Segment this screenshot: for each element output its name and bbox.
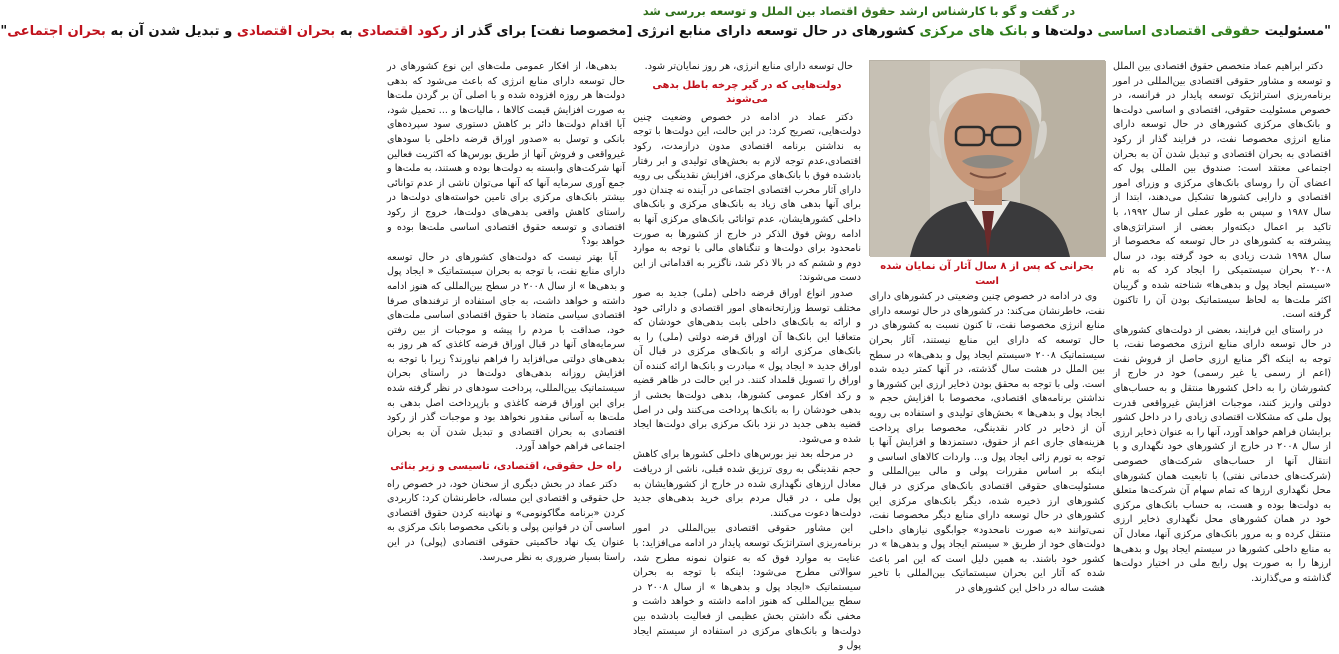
paragraph: در مرحله بعد نیز بورس‌های داخلی کشورها برای کاهش حجم نقدینگی به روی ترزیق شده قبلی، ناشی از دریافت معادل ارزهای نگهداری شده در خارج از کشورهایشان به پول ملی ، در قبال مردم برای خرید بدهی‌های جدید دولت‌ها دعوت می‌کنند. bbox=[633, 449, 861, 519]
column-2 bbox=[869, 60, 1105, 600]
headline-part: کشورهای در حال توسعه دارای منابع انرژی [مخصوصا نفت] برای گذر از bbox=[447, 24, 920, 39]
article-kicker: در گفت و گو با کارشناس ارشد حقوق اقتصاد بین الملل و توسعه بررسی شد bbox=[642, 4, 1076, 18]
headline-part: " bbox=[0, 24, 8, 39]
column-4 bbox=[387, 60, 625, 600]
article-headline bbox=[0, 22, 1331, 41]
headline-highlight-green: حقوقی اقتصادی اساسی bbox=[1097, 24, 1260, 39]
headline-part: دولت‌ها و bbox=[1027, 24, 1098, 39]
photo-caption: بحرانی که پس از ۸ سال آثار آن نمایان شده است bbox=[880, 261, 1094, 287]
paragraph: در راستای این فرایند، بعضی از دولت‌های کشورهای در حال توسعه دارای منابع انرژی مخصوصا نفت، با توجه به اینکه اگر منابع ارزی حاصل از فروش نفت (اعم از رسمی یا غیر رسمی) خود در خارج از کشورشان را به داخل کشورها منتقل و به حساب‌های دولتی واریز کنند، موجبات افزایش غیرواقعی قدرت پول ملی که مشکلات اقتصادی زیادی را در داخل کشور برایشان فراهم خواهد آورد، آنها را به عنوان ذخایر ارزی از سال ۲۰۰۸ در خارج از کشورهای خود نگهداری و با انتقال آنها از حساب‌های شرکت‌های خصوصی (شرکت‌های خدماتی نفتی) با تابعیت همان کشورهای محل نگهداری ارزها که تمام سهام آن شرکت‌ها متعلق به دولت‌ها بوده و هست، به حساب بانک‌های مرکزی خود در همان کشورهای محل نگهداری ذخایر ارزی منتقل کرده و به مرور بانک‌های مرکزی آنها، معادل آن به منابع داخلی کشورها در سیستم ایجاد پول و بدهی‌ها ارزها را به صورت پول رایج ملی در اختیار دولت‌ها گذاشته و می‌گذارند. bbox=[1113, 324, 1331, 584]
column-3 bbox=[633, 60, 861, 652]
paragraph: دکتر ابراهیم عماد متخصص حقوق اقتصادی بین الملل و توسعه و مشاور حقوقی اقتصادی بین‌المللی در امور برنامه‌ریزی استراتژیک توسعه پایدار در فرانسه، در خصوص مسئولیت حقوقی، اقتصادی و اساسی دولت‌ها و بانک‌های مرکزی کشورهای در حال توسعه دارای منابع انرژی مخصوصا نفت، در فرایند گذار از رکود اقتصادی به بحران اقتصادی و تبدیل شدن آن به بحران اجتماعی معتقد است: صندوق بین المللی پول که اعضای آن را روسای بانک‌های مرکزی و وزرای امور اقتصادی و دارایی کشورها تشکیل می‌دهند، ابتدا از سال ۱۹۸۷ و سپس به طور عملی از سال ۱۹۹۲، با تاکید بر اعمال دیکته‌وار بعضی از استراتژی‌های پیشرفته به کشورهای در حال توسعه که مخصوصا از سال ۱۹۹۸ شدت زیادی به خود گرفته بود، در سال ۲۰۰۸ بحران سیستمیکی را ایجاد کرد که به نام «سیستم ایجاد پول و بدهی‌ها» شناخته شده و گریبان اکثر ملت‌ها به لحاظ سیستماتیک بودن آن را تاکنون گرفته است. bbox=[1113, 61, 1332, 321]
paragraph: این مشاور حقوقی اقتصادی بین‌المللی در امور برنامه‌ریزی استراتژیک توسعه پایدار در ادامه می‌افزاید: با عنایت به موارد فوق که به عنوان نمونه مطرح شد، سوالاتی مطرح می‌شود: اینکه با توجه به بحران سیستماتیک «ایجاد پول و بدهی‌ها » از سال ۲۰۰۸ در سطح بین‌المللی که هنوز ادامه داشته و خواهد داشت و مخفی نگه داشتن بخش عظیمی از فعالیت بادشده بین دولت‌ها و بانک‌های مرکزی در استفاده از سیستم ایجاد پول و bbox=[633, 523, 861, 652]
paragraph: دکتر عماد در ادامه در خصوص وضعیت چنین دولت‌هایی، تصریح کرد: در این حالت، این دولت‌ها با توجه به نداشتن برنامه اقتصادی مدون درازمدت، رکود اقتصادی،عدم توجه لازم به بخش‌های تولیدی و ابر رفتار بادشده فوق با بانک‌های مرکزی، افزایش نقدینگی بی رویه دارای آثار مخرب اقتصادی اجتماعی در آینده نه چندان دور برای آنها بدهی های زیاد به بانک‌های مرکزی و بانک‌های داخلی کشورهایشان، عدم توانائی بانک‌های مرکزی آنها به ادامه روش فوق الذکر در خارج از کشورها به صورت نامحدود برای دولت‌ها و تنگناهای مالی با توجه به موارد دوم و ششم که در بالا ذکر شد، ناگزیر به اقداماتی از این دست می‌شوند: bbox=[633, 111, 861, 284]
paragraph: آیا بهتر نیست که دولت‌های کشورهای در حال توسعه دارای منابع نفت، با توجه به بحران سیستماتیک « ایجاد پول و بدهی‌ها » از سال ۲۰۰۸ در سطح بین‌المللی که هنوز ادامه داشته و خواهد داشت، به جای استفاده از ترفندهای صرفا اقتصادی سیاسی متضاد با حقوق اقتصادی اساسی ملت‌های خود، صداقت با مردم را پیشه و موجبات از بین رفتن سرمایه‌های آنها در قبال اوراق قرضه کاغذی که هر روز به بدهی‌های دولتی می‌افزاید را فراهم نیاورند؟ زیرا با توجه به افزایش روزانه بدهی‌های دولت‌ها در راستای بحران سیستماتیک بین‌المللی، پرداخت سودهای در نظر گرفته شده برای این اوراق قرضه کاغذی و بازپرداخت اصل بدهی به ملت‌ها به آسانی مقدور نخواهد بود و موجبات گذر از رکود اقتصادی به بحران اقتصادی و تبدیل شدن آن به بحران اجتماعی فراهم خواهد آورد. bbox=[387, 251, 626, 453]
paragraph: دکتر عماد در بخش دیگری از سخنان خود، در خصوص راه حل حقوقی و اقتصادی این مساله، خاطرنشان کرد: کاربردی کردن «برنامه مگاکونومی» و نهادینه کردن حقوق اقتصادی اساسی آن در قوانین پولی و بانکی مخصوصا بانک مرکزی به عنوان یک نهاد حاکمیتی حقوقی اقتصادی (پولی) در این راستا بسیار ضروری به نظر می‌رسد. bbox=[387, 478, 625, 563]
section-subhead: دولت‌هایی که در گیر چرخه باطل بدهی می‌شوند bbox=[652, 79, 842, 106]
portrait-illustration bbox=[870, 61, 1106, 257]
column-1 bbox=[1113, 60, 1331, 600]
portrait-photo bbox=[869, 60, 1105, 256]
paragraph: بدهی‌ها، از افکار عمومی ملت‌های این نوع کشورهای در حال توسعه دارای منابع انرژی که باعث می‌شود که بدهی دولت‌ها هر روزه افزوده شده و با اصلی آن بر گردن ملت‌ها به صورت افزایش قیمت کالاها ، مالیات‌ها و ... تحمیل شود، آیا اقدام دولت‌ها دائر بر کاهش دستوری سود سپرده‌های بانکی و توسل به «صدور اوراق قرضه داخلی با سودهای غیرواقعی و فروش آنها از طریق بورس‌ها که اکثریت فعالین آنها شرکت‌های وابسته به دولت‌ها بوده و هستند، به ملت‌ها و جمع آوری سرمایه آنها که آنها می‌توان ناشی از عدم توانائی بیشتر بانک‌های مرکزی برای تامین خواسته‌های دولت‌ها در راستای کاهش واقعی بدهی‌های دولت‌ها، خروج از رکود اقتصادی و توسعه حقوق اقتصادی اساسی ملت‌ها بوده و خواهد بود؟ bbox=[387, 61, 625, 248]
section-subhead: راه حل حقوقی، اقتصادی، تاسیسی و زیر بنائی bbox=[390, 461, 622, 473]
article-body bbox=[387, 60, 1332, 652]
headline-highlight-red: بحران اجتماعی bbox=[7, 24, 106, 39]
headline-part: به bbox=[335, 24, 358, 39]
headline-part: و تبدیل شدن آن به bbox=[105, 24, 237, 39]
paragraph: وی در ادامه در خصوص چنین وضعیتی در کشورهای دارای نفت، خاطرنشان می‌کند: در کشورهای در حال توسعه دارای منابع انرژی مخصوصا نفت، تا کنون نسبت به کشورهای در حال توسعه که دارای این منابع نیستند، آثار بحران سیستماتیک ۲۰۰۸ «سیستم ایجاد پول و بدهی‌ها» در سطح بین الملل در هشت سال گذشته، در آنها کمتر دیده شده است. ولی با توجه به محقق بودن ذخایر ارزی این کشورها و نداشتن برنامه‌های اقتصادی، مخصوصا با افزایش حجم « ایجاد پول و بدهی‌ها » بخش‌های تولیدی و استفاده بی رویه آن از ذخایر در کادر نقدینگی، مخصوصا برای پرداخت هزینه‌های جاری اعم از حقوق، دستمزدها و افزایش آنها با توجه به تورم زائی ایجاد پول و... واردات کالاهای اساسی و اینکه بر اساس مقررات پولی و مالی بین‌المللی و مسئولیت‌های حقوقی اقتصادی بانک‌های مرکزی در قبال کشورهای ارز ذخیره شده، دیگر بانک‌های مرکزی این کشورهای در حال توسعه دارای منابع دیگر مخصوصا نفت، نمی‌توانند «به صورت نامحدود» جوابگوی نیازهای داخلی دولت‌های خود از طریق « سیستم ایجاد پول و بدهی‌ها » در کشور خود باشند. به همین دلیل است که این امر باعث شده که آثار این بحران سیستماتیک بین‌المللی با تاخیر هشت ساله در داخل این کشورهای در bbox=[868, 291, 1105, 595]
paragraph: حال توسعه دارای منابع انرژی، هر روز نمایان‌تر شود. bbox=[644, 61, 853, 72]
paragraph: صدور انواع اوراق قرضه داخلی (ملی) جدید به صور مختلف توسط وزارتخانه‌های امور اقتصادی و دارائی خود و ارائه به بانک‌های داخلی بابت بدهی‌های خودشان که متعاقبا این بانک‌ها آن اوراق قرضه دولتی (ملی) را به بانک‌های مرکزی ارائه و بانک‌های مرکزی در قبال آن اوراق جدید « ایجاد پول » مبادرت و بانک‌ها ارائه کننده آن اوراق را تسویل قلمداد کنند. در این حالت در ظاهر قضیه و رکد افکار عمومی کشورها، بدهی دولت‌ها بخشی از بدهی خودشان را به بانک‌ها پرداخت می‌کنند ولی در اصل قضیه بدهی جدید در نزد بانک مرکزی برای دولت‌ها ایجاد شده و می‌شود. bbox=[633, 287, 861, 445]
headline-highlight-green: بانک های مرکزی bbox=[919, 24, 1028, 39]
headline-highlight-red: بحران اقتصادی bbox=[236, 24, 336, 39]
headline-highlight-red: رکود اقتصادی bbox=[357, 24, 448, 39]
headline-part: "مسئولیت bbox=[1260, 24, 1331, 39]
